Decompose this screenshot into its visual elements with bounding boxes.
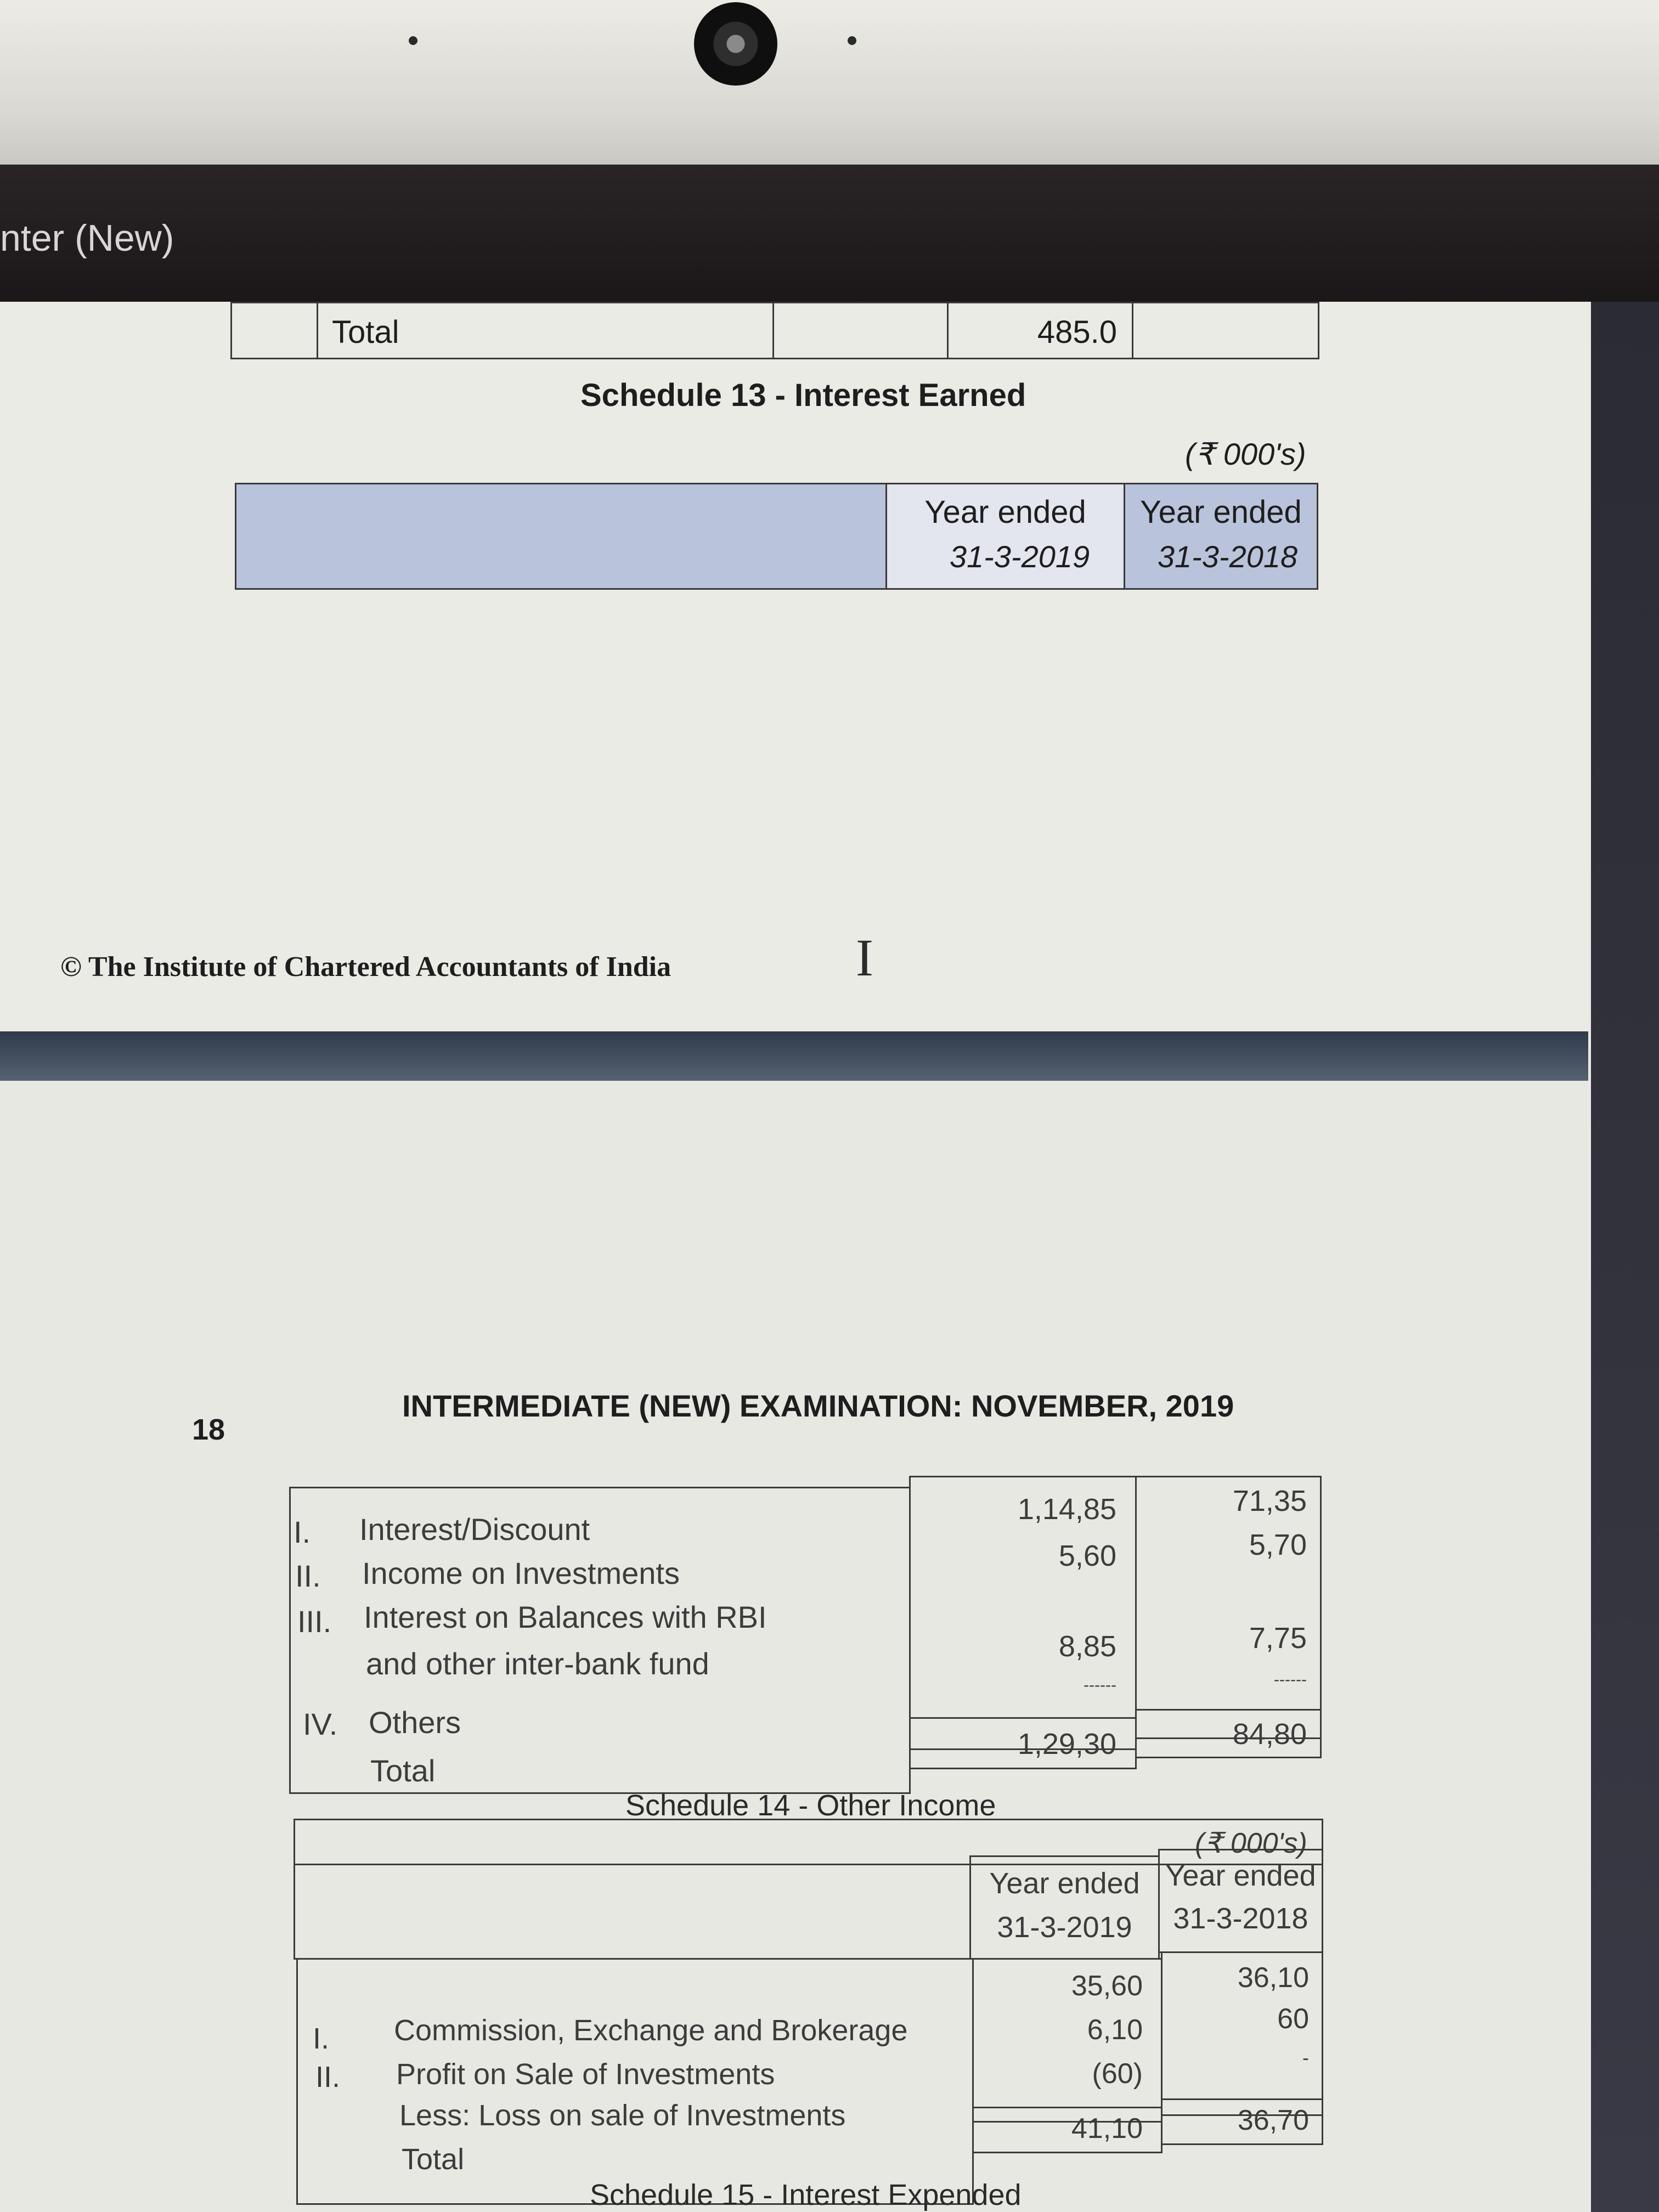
document-page-1 [0,302,1588,1031]
row-number: II. [315,2061,341,2094]
row-value-2018: 60 [1277,2003,1309,2035]
col-2019-label-line1: Year ended [989,1867,1140,1900]
prev-total-label: Total [332,314,399,350]
col-2018-label-line1: Year ended [1165,1859,1316,1892]
viewer-scroll-area[interactable] [1591,302,1659,2212]
row-value-2019: 5,60 [1058,1539,1116,1572]
schedule-14-unit: (₹ 000's) [1195,1827,1307,1859]
col-2019-label-line2: 31-3-2019 [997,1911,1132,1944]
total-value-2019: 1,29,30 [1017,1728,1116,1760]
schedule-14-title: Schedule 14 - Other Income [625,1789,996,1822]
page-number: 18 [192,1413,225,1446]
page-header: INTERMEDIATE (NEW) EXAMINATION: NOVEMBER, 2019 [402,1389,1234,1423]
text-cursor-icon: I [856,928,873,987]
row-value-2018: - [1302,2046,1309,2069]
prev-table-cell [772,302,949,359]
schedule-13-unit: (₹ 000's) [1185,437,1306,471]
schedule-13-header-blank [235,483,887,590]
row-value-2019: 8,85 [1058,1630,1116,1663]
prev-table-cell [230,302,318,359]
schedule-15-title: Schedule 15 - Interest Expended [590,2179,1022,2211]
col-2018-label-line2: 31-3-2018 [1173,1902,1308,1935]
page-separator [0,1031,1588,1081]
total-value-2018: 84,80 [1232,1718,1307,1751]
bezel-dot-right [848,36,856,45]
schedule-13-title: Schedule 13 - Interest Earned [580,377,1026,413]
row-value-2019: 6,10 [1087,2014,1143,2046]
col-2018-label-line2: 31-3-2018 [1157,539,1298,574]
window-titlebar [0,165,1659,302]
copyright-notice: © The Institute of Chartered Accountants of India [60,951,672,983]
row-value-2018: 36,10 [1237,1962,1309,1994]
row-value-2019: (60) [1092,2058,1143,2090]
total-label: Total [402,2143,465,2176]
row-label: Commission, Exchange and Brokerage [394,2014,908,2047]
col-2019-label-line1: Year ended [924,494,1086,530]
row-number: II. [295,1559,321,1593]
row-number: I. [294,1515,311,1549]
row-value-2018: 7,75 [1249,1622,1307,1655]
total-label: Total [370,1753,436,1788]
row-number: III. [297,1604,332,1639]
row-dash-2018: ------ [1274,1671,1307,1689]
schedule-14-header-blank [294,1864,971,1960]
total-value-2019: 41,10 [1071,2113,1143,2145]
webcam [694,2,777,86]
window-title: nter (New) [0,217,174,259]
row-label: Profit on Sale of Investments [396,2058,775,2091]
row-value-2018: 71,35 [1232,1485,1307,1517]
row-value-2019: 35,60 [1071,1970,1143,2002]
row-label: Less: Loss on sale of Investments [399,2099,846,2132]
row-label: Income on Investments [362,1556,680,1590]
row-value-2018: 5,70 [1249,1528,1307,1561]
row-number: I. [313,2022,330,2055]
col-2018-label-line1: Year ended [1140,494,1302,530]
col-2019-label-line2: 31-3-2019 [949,539,1090,574]
row-label: Others [369,1705,461,1740]
laptop-bezel [0,0,1659,165]
prev-table-cell [1132,302,1319,359]
row-label: Interest/Discount [359,1512,590,1547]
row-label-continued: and other inter-bank fund [366,1646,709,1681]
row-value-2019: 1,14,85 [1017,1493,1116,1526]
total-value-2018: 36,70 [1237,2104,1309,2136]
row-dash-2019: ------ [1084,1676,1116,1694]
row-label: Interest on Balances with RBI [364,1600,767,1634]
document-page-2 [0,1081,1588,2212]
prev-total-value: 485.0 [1037,314,1117,350]
row-number: IV. [303,1707,338,1741]
bezel-dot-left [409,36,417,45]
